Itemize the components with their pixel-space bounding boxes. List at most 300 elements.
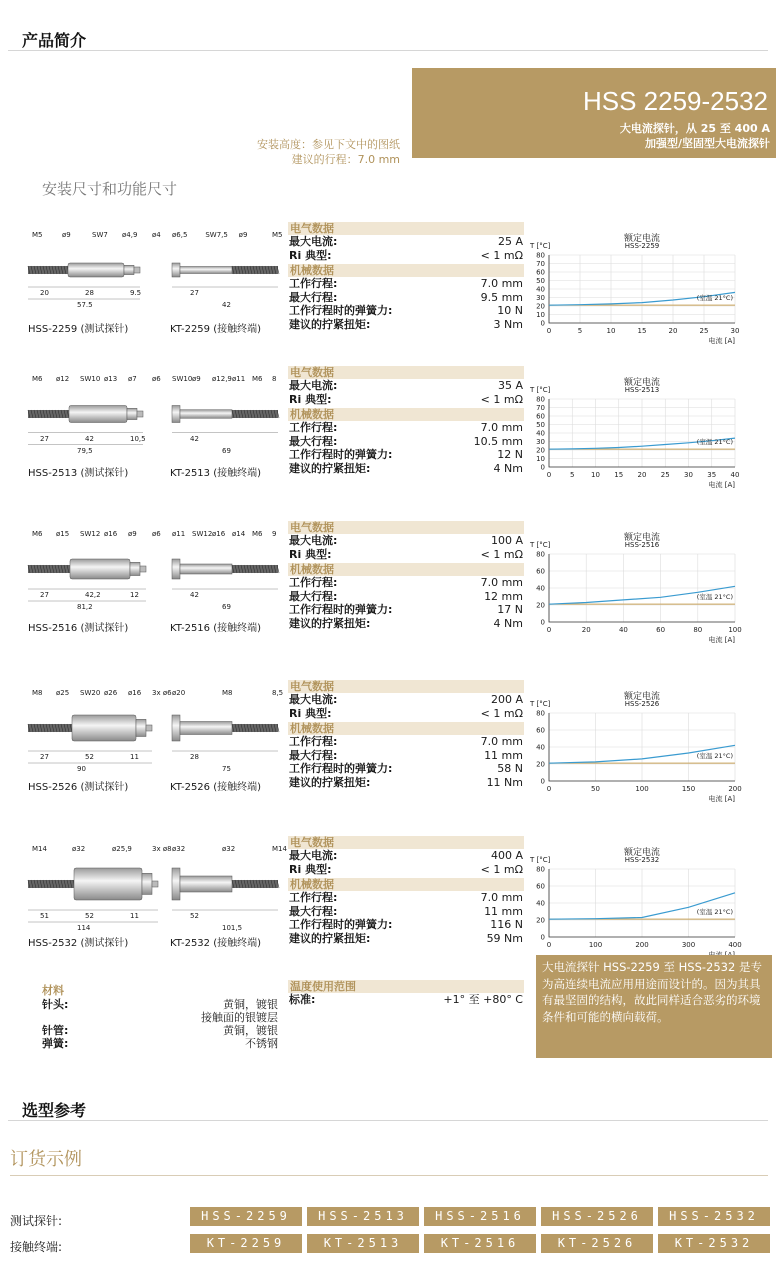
x-tick-label: 25: [660, 471, 670, 479]
spec-table: [288, 366, 524, 475]
product-title: HSS 2259-2532: [582, 86, 768, 116]
terminal-dimension-label: ø32: [222, 845, 236, 853]
x-tick-label: 200: [728, 785, 742, 793]
terminal-caption: KT-2259 (接触终端): [170, 324, 262, 335]
drawing-svg: [22, 527, 284, 613]
working-stroke-row: [288, 735, 524, 749]
probe-caption: HSS-2516 (测试探针): [28, 623, 129, 634]
y-tick-label: 40: [536, 584, 545, 593]
probe-dimension-label: ø4: [152, 231, 161, 239]
spring-force-value: 116 N: [490, 918, 523, 931]
x-tick-label: 10: [606, 327, 616, 335]
working-stroke-label: 工作行程:: [289, 891, 338, 904]
torque-row: [288, 318, 524, 332]
x-tick-label: 35: [707, 471, 717, 479]
drawing-svg: [22, 372, 284, 458]
probe-dimension-label: ø15: [56, 530, 70, 538]
terminal-dimension-label: 9: [272, 530, 277, 538]
electrical-data-header: 电气数据: [288, 366, 524, 379]
spec-table: [288, 680, 524, 789]
torque-label: 建议的拧紧扭矩:: [289, 775, 371, 789]
torque-label: 建议的拧紧扭矩:: [289, 461, 371, 475]
x-tick-label: 30: [684, 471, 693, 479]
probe-dimension-label: 10,5: [130, 434, 146, 443]
terminal-dimension-label: ø11: [172, 530, 186, 538]
max-current-row: [288, 379, 524, 393]
max-stroke-label: 最大行程:: [289, 434, 338, 448]
working-stroke-label: 工作行程:: [289, 735, 338, 748]
dimension-drawing: [22, 527, 284, 639]
x-tick-label: 40: [730, 471, 740, 479]
working-stroke-label: 工作行程:: [289, 277, 338, 290]
material-value: 接触面的银镀层: [201, 1011, 278, 1024]
x-tick-label: 100: [588, 941, 603, 949]
chart-title: 额定电流: [623, 378, 660, 388]
temperature-label: 标准:: [289, 993, 316, 1006]
chart-title: 额定电流: [623, 692, 660, 702]
max-current-label: 最大电流:: [289, 235, 338, 248]
x-tick-label: 20: [581, 626, 591, 634]
torque-value: 59 Nm: [486, 931, 523, 945]
terminal-dimension-label: ø32: [172, 845, 186, 853]
chart-title: 额定电流: [623, 234, 660, 244]
rated-current-chart: [527, 375, 775, 490]
spec-table: [288, 222, 524, 331]
chart-x-label: 电流 [A]: [708, 337, 735, 345]
spring-force-value: 12 N: [497, 448, 523, 461]
probe-dimension-label: SW20: [80, 689, 101, 697]
probe-dimension-label: 11: [130, 912, 139, 920]
y-tick-label: 20: [536, 760, 545, 769]
x-tick-label: 15: [637, 327, 647, 335]
terminal-dimension-label: 27: [190, 289, 199, 297]
order-terminal-code: KT-2513: [307, 1234, 419, 1253]
order-terminal-code: KT-2532: [658, 1234, 770, 1253]
max-current-row: [288, 534, 524, 548]
max-stroke-row: [288, 590, 524, 604]
probe-dimension-label: 114: [77, 924, 91, 932]
terminal-dimension-label: 69: [222, 446, 231, 455]
terminal-caption: KT-2526 (接触终端): [170, 782, 262, 793]
max-stroke-row: [288, 291, 524, 305]
y-tick-label: 80: [536, 395, 545, 404]
spec-table: [288, 836, 524, 945]
max-stroke-label: 最大行程:: [289, 290, 338, 304]
y-tick-label: 20: [536, 302, 545, 311]
resistance-value: < 1 mΩ: [480, 706, 523, 720]
terminal-dimension-label: 8: [272, 375, 277, 383]
ambient-annotation: (室温 21°C): [696, 752, 733, 761]
terminal-dimension-label: 52: [190, 912, 199, 920]
y-tick-label: 40: [536, 429, 545, 438]
section-title-selection: 选型参考: [22, 1101, 87, 1120]
probe-dimension-label: ø7: [128, 375, 137, 383]
material-value: 黄铜，镀银: [223, 998, 278, 1011]
terminal-dimension-label: ø9: [192, 375, 201, 383]
temperature-value: +1° 至 +80° C: [443, 993, 523, 1006]
terminal-dimension-label: ø12,9: [212, 375, 232, 383]
spring-force-value: 17 N: [497, 603, 523, 616]
probe-caption: HSS-2259 (测试探针): [28, 324, 129, 335]
x-tick-label: 50: [591, 785, 600, 793]
chart-x-label: 电流 [A]: [708, 481, 735, 489]
chart-y-label: T [°C]: [530, 242, 551, 250]
probe-dimension-label: SW12: [80, 530, 101, 538]
max-current-value: 25 A: [497, 235, 523, 248]
material-value: 不锈钢: [245, 1037, 278, 1050]
terminal-dimension-label: SW7,5: [205, 231, 228, 239]
dimension-drawing: [22, 228, 284, 340]
electrical-data-header: 电气数据: [288, 680, 524, 693]
x-tick-label: 5: [577, 327, 583, 335]
probe-dimension-label: ø25: [56, 689, 70, 697]
probe-dimension-label: 52: [85, 912, 94, 920]
rated-current-chart: [527, 231, 775, 346]
max-current-value: 100 A: [490, 534, 523, 547]
y-tick-label: 60: [536, 726, 545, 735]
drawing-svg: [22, 842, 284, 928]
y-tick-label: 80: [536, 251, 545, 260]
probe-dimension-label: ø4,9: [122, 231, 138, 239]
materials-title: 材料: [42, 984, 64, 997]
x-tick-label: 300: [681, 941, 696, 949]
working-stroke-value: 7.0 mm: [480, 891, 523, 904]
probe-caption: HSS-2526 (测试探针): [28, 782, 129, 793]
working-stroke-value: 7.0 mm: [480, 735, 523, 748]
spring-force-row: [288, 304, 524, 318]
y-tick-label: 40: [536, 285, 545, 294]
material-label: 针管:: [42, 1024, 69, 1037]
y-tick-label: 20: [536, 601, 545, 610]
chart-x-label: 电流 [A]: [708, 795, 735, 803]
spring-force-label: 工作行程时的弹簧力:: [289, 448, 393, 461]
probe-dimension-label: ø9: [128, 530, 137, 538]
max-stroke-value: 9.5 mm: [480, 290, 523, 304]
terminal-dimension-label: ø14: [232, 530, 246, 538]
drawing-svg: [22, 686, 284, 772]
dimension-drawing: [22, 686, 284, 798]
mechanical-data-header: 机械数据: [288, 878, 524, 891]
probe-caption: HSS-2532 (测试探针): [28, 938, 129, 949]
resistance-row: [288, 548, 524, 562]
probe-dimension-label: ø16: [128, 689, 142, 697]
section-title-product: 产品简介: [22, 31, 87, 50]
resistance-value: < 1 mΩ: [480, 392, 523, 406]
working-stroke-value: 7.0 mm: [480, 277, 523, 290]
max-current-row: [288, 693, 524, 707]
terminal-dimension-label: SW10: [172, 375, 193, 383]
x-tick-label: 400: [728, 941, 742, 949]
probe-dimension-label: ø6: [152, 530, 161, 538]
order-terminal-label: 接触终端:: [10, 1240, 63, 1254]
material-label: 弹簧:: [42, 1037, 69, 1050]
section-divider: [8, 50, 768, 51]
max-stroke-value: 12 mm: [484, 589, 523, 603]
terminal-dimension-label: 8,5: [272, 689, 284, 697]
ambient-annotation: (室温 21°C): [696, 908, 733, 917]
chart-subtitle: HSS-2532: [624, 856, 660, 864]
chart-subtitle: HSS-2526: [624, 700, 660, 708]
max-stroke-value: 11 mm: [484, 904, 523, 918]
probe-dimension-label: 28: [85, 289, 94, 297]
torque-row: [288, 932, 524, 946]
resistance-label: Ri 典型:: [289, 706, 332, 720]
max-stroke-label: 最大行程:: [289, 904, 338, 918]
spring-force-row: [288, 603, 524, 617]
resistance-row: [288, 863, 524, 877]
x-tick-label: 15: [614, 471, 624, 479]
materials-block: [42, 982, 278, 1050]
product-subtitle-1: 大电流探针，从 25 至 400 A: [619, 122, 770, 135]
spring-force-value: 58 N: [497, 762, 523, 775]
y-tick-label: 10: [536, 455, 545, 463]
max-stroke-row: [288, 749, 524, 763]
probe-dimension-label: ø6: [152, 375, 161, 383]
order-probe-code: HSS-2526: [541, 1207, 653, 1226]
max-stroke-row: [288, 435, 524, 449]
y-tick-label: 50: [536, 421, 545, 429]
y-tick-label: 60: [536, 412, 545, 421]
probe-dimension-label: 79,5: [77, 446, 93, 455]
resistance-row: [288, 707, 524, 721]
resistance-label: Ri 典型:: [289, 248, 332, 262]
y-tick-label: 30: [536, 294, 545, 302]
chart-y-label: T [°C]: [530, 541, 551, 549]
order-terminal-code: KT-2516: [424, 1234, 536, 1253]
x-tick-label: 0: [546, 327, 552, 335]
terminal-dimension-label: 42: [190, 591, 199, 599]
resistance-label: Ri 典型:: [289, 547, 332, 561]
ambient-annotation: (室温 21°C): [696, 593, 733, 602]
max-current-label: 最大电流:: [289, 693, 338, 706]
order-probe-label: 测试探针:: [10, 1214, 63, 1228]
max-current-row: [288, 849, 524, 863]
recommended-stroke-note: 建议的行程：7.0 mm: [291, 153, 400, 166]
probe-dimension-label: 42,2: [85, 591, 101, 599]
product-description: 大电流探针 HSS-2259 至 HSS-2532 是专为高连续电流应用用途而设计的。因为其具有最坚固的结构，故此同样适合恶劣的环境条件和可能的横向载荷。: [536, 955, 772, 1058]
resistance-value: < 1 mΩ: [480, 547, 523, 561]
terminal-dimension-label: 75: [222, 765, 231, 773]
y-tick-label: 80: [536, 865, 545, 874]
probe-dimension-label: SW7: [92, 231, 108, 239]
ambient-annotation: (室温 21°C): [696, 438, 733, 447]
x-tick-label: 0: [546, 785, 552, 793]
y-tick-label: 0: [540, 777, 545, 786]
terminal-dimension-label: 28: [190, 753, 199, 761]
y-tick-label: 70: [536, 260, 545, 268]
x-tick-label: 100: [728, 626, 742, 634]
rated-current-chart: [527, 689, 775, 804]
probe-dimension-label: ø12: [56, 375, 70, 383]
terminal-dimension-label: ø16: [212, 530, 226, 538]
probe-dimension-label: ø25,9: [112, 845, 132, 853]
x-tick-label: 0: [546, 626, 552, 634]
spring-force-row: [288, 918, 524, 932]
chart-y-label: T [°C]: [530, 700, 551, 708]
mechanical-data-header: 机械数据: [288, 264, 524, 277]
y-tick-label: 60: [536, 882, 545, 891]
product-header-box: [412, 68, 776, 158]
spring-force-row: [288, 448, 524, 462]
working-stroke-row: [288, 421, 524, 435]
terminal-caption: KT-2513 (接触终端): [170, 468, 262, 479]
order-probe-code: HSS-2513: [307, 1207, 419, 1226]
y-tick-label: 0: [540, 463, 545, 472]
probe-dimension-label: ø26: [104, 689, 118, 697]
spring-force-row: [288, 762, 524, 776]
x-tick-label: 25: [699, 327, 709, 335]
probe-dimension-label: 27: [40, 591, 49, 599]
resistance-label: Ri 典型:: [289, 862, 332, 876]
chart-subtitle: HSS-2259: [624, 242, 660, 250]
x-tick-label: 0: [546, 471, 552, 479]
y-tick-label: 20: [536, 916, 545, 925]
max-stroke-value: 11 mm: [484, 748, 523, 762]
spring-force-label: 工作行程时的弹簧力:: [289, 762, 393, 775]
y-tick-label: 30: [536, 438, 545, 446]
terminal-dimension-label: 101,5: [222, 924, 243, 932]
chart-x-label: 电流 [A]: [708, 636, 735, 644]
probe-dimension-label: ø13: [104, 375, 118, 383]
y-tick-label: 80: [536, 709, 545, 718]
terminal-dimension-label: 42: [222, 301, 231, 309]
max-current-row: [288, 235, 524, 249]
order-terminal-code: KT-2526: [541, 1234, 653, 1253]
working-stroke-value: 7.0 mm: [480, 576, 523, 589]
probe-dimension-label: SW10: [80, 375, 101, 383]
terminal-dimension-label: M6: [252, 375, 263, 383]
drawing-svg: [22, 228, 284, 314]
probe-dimension-label: ø9: [62, 231, 71, 239]
terminal-dimension-label: M5: [272, 231, 283, 239]
chart-subtitle: HSS-2513: [624, 386, 660, 394]
dimension-drawing: [22, 842, 287, 954]
install-height-note: 安装高度：参见下文中的图纸: [257, 138, 400, 151]
spring-force-label: 工作行程时的弹簧力:: [289, 918, 393, 931]
order-probe-code: HSS-2259: [190, 1207, 302, 1226]
probe-dimension-label: 9.5: [130, 289, 142, 297]
x-tick-label: 30: [730, 327, 740, 335]
max-current-value: 35 A: [497, 379, 523, 392]
y-tick-label: 60: [536, 268, 545, 277]
y-tick-label: 10: [536, 311, 545, 319]
y-tick-label: 50: [536, 277, 545, 285]
y-tick-label: 80: [536, 550, 545, 559]
spring-force-label: 工作行程时的弹簧力:: [289, 304, 393, 317]
max-current-label: 最大电流:: [289, 534, 338, 547]
probe-dimension-label: 27: [40, 753, 49, 761]
spring-force-value: 10 N: [497, 304, 523, 317]
electrical-data-header: 电气数据: [288, 521, 524, 534]
spring-force-label: 工作行程时的弹簧力:: [289, 603, 393, 616]
terminal-dimension-label: ø6,5: [172, 231, 188, 239]
x-tick-label: 200: [635, 941, 649, 949]
electrical-data-header: 电气数据: [288, 222, 524, 235]
chart-y-label: T [°C]: [530, 856, 551, 864]
torque-value: 11 Nm: [486, 775, 523, 789]
probe-dimension-label: 12: [130, 591, 139, 599]
terminal-caption: KT-2516 (接触终端): [170, 623, 262, 634]
mechanical-data-header: 机械数据: [288, 563, 524, 576]
order-terminal-code: KT-2259: [190, 1234, 302, 1253]
terminal-dimension-label: ø11: [232, 375, 246, 383]
max-stroke-label: 最大行程:: [289, 589, 338, 603]
x-tick-label: 60: [656, 626, 666, 634]
probe-dimension-label: 3x ø6: [152, 689, 172, 697]
torque-row: [288, 776, 524, 790]
x-tick-label: 80: [693, 626, 703, 634]
probe-dimension-label: M5: [32, 231, 43, 239]
probe-dimension-label: 57.5: [77, 301, 93, 309]
probe-dimension-label: 51: [40, 912, 49, 920]
temperature-title: 温度使用范围: [288, 980, 524, 993]
terminal-caption: KT-2532 (接触终端): [170, 938, 262, 949]
working-stroke-label: 工作行程:: [289, 576, 338, 589]
terminal-dimension-label: ø9: [238, 231, 248, 239]
chart-subtitle: HSS-2516: [624, 541, 660, 549]
terminal-dimension-label: M14: [272, 845, 287, 853]
working-stroke-row: [288, 576, 524, 590]
mechanical-data-header: 机械数据: [288, 722, 524, 735]
probe-dimension-label: ø32: [72, 845, 86, 853]
torque-row: [288, 617, 524, 631]
order-probe-code: HSS-2516: [424, 1207, 536, 1226]
y-tick-label: 0: [540, 618, 545, 627]
temperature-block: [288, 980, 524, 1007]
probe-dimension-label: 27: [40, 434, 49, 443]
torque-label: 建议的拧紧扭矩:: [289, 931, 371, 945]
y-tick-label: 40: [536, 743, 545, 752]
probe-dimension-label: 42: [85, 434, 94, 443]
max-current-value: 400 A: [490, 849, 523, 862]
resistance-label: Ri 典型:: [289, 392, 332, 406]
terminal-dimension-label: M8: [222, 689, 233, 697]
terminal-dimension-label: 69: [222, 603, 231, 611]
x-tick-label: 100: [635, 785, 649, 793]
working-stroke-label: 工作行程:: [289, 421, 338, 434]
torque-value: 3 Nm: [493, 317, 523, 331]
y-tick-label: 60: [536, 567, 545, 576]
y-tick-label: 0: [540, 319, 545, 328]
x-tick-label: 0: [546, 941, 552, 949]
probe-dimension-label: M8: [32, 689, 43, 697]
torque-value: 4 Nm: [493, 461, 523, 475]
probe-dimension-label: M6: [32, 530, 43, 538]
chart-y-label: T [°C]: [530, 386, 551, 394]
material-value: 黄铜，镀银: [223, 1024, 278, 1037]
dimensions-title: 安装尺寸和功能尺寸: [42, 180, 178, 198]
section-divider: [8, 1120, 768, 1121]
electrical-data-header: 电气数据: [288, 836, 524, 849]
x-tick-label: 20: [637, 471, 647, 479]
resistance-value: < 1 mΩ: [480, 248, 523, 262]
probe-caption: HSS-2513 (测试探针): [28, 468, 129, 479]
max-current-label: 最大电流:: [289, 379, 338, 392]
resistance-row: [288, 249, 524, 263]
terminal-dimension-label: ø20: [172, 689, 186, 697]
order-example-title: 订货示例: [10, 1149, 82, 1170]
probe-dimension-label: 90: [77, 765, 86, 773]
max-current-value: 200 A: [490, 693, 523, 706]
torque-value: 4 Nm: [493, 616, 523, 630]
mechanical-data-header: 机械数据: [288, 408, 524, 421]
probe-dimension-label: 81,2: [77, 603, 93, 611]
product-subtitle-2: 加强型/坚固型大电流探针: [644, 137, 770, 150]
x-tick-label: 20: [668, 327, 678, 335]
resistance-row: [288, 393, 524, 407]
x-tick-label: 10: [591, 471, 600, 479]
probe-dimension-label: M6: [32, 375, 43, 383]
